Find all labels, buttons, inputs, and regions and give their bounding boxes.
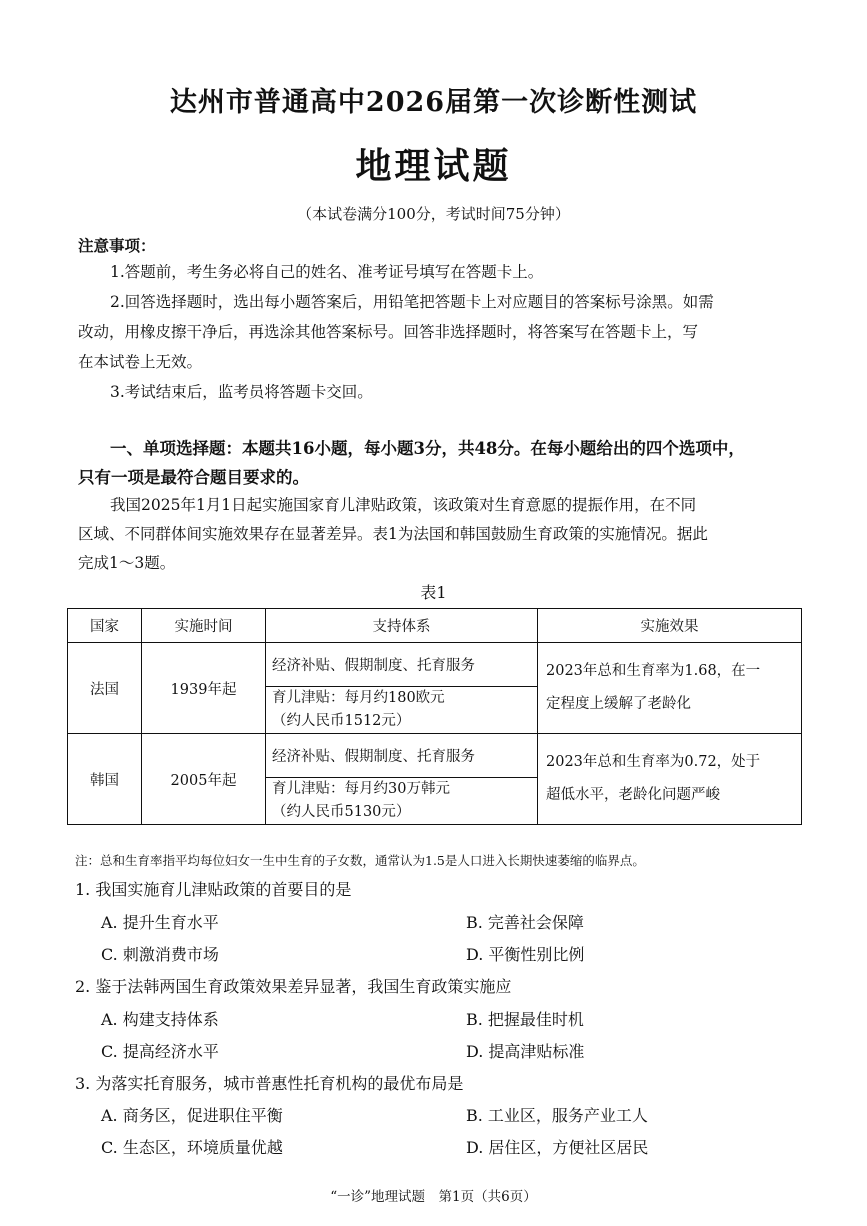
option-c[interactable]: C. 提高经济水平: [101, 1042, 219, 1061]
allowance-line: （约人民币1512元）: [272, 713, 411, 729]
option-a[interactable]: A. 商务区，促进职住平衡: [101, 1106, 283, 1125]
table-header: 支持体系: [266, 609, 538, 643]
allowance-line: 育儿津贴：每月约30万韩元: [272, 781, 450, 797]
table-row: [68, 734, 802, 778]
notice-item: 在本试卷上无效。: [78, 353, 203, 371]
question-stem: 3. 为落实托育服务，城市普惠性托育机构的最优布局是: [75, 1074, 464, 1093]
effect-line: 2023年总和生育率为1.68，在一: [546, 663, 761, 679]
allowance-line: 育儿津贴：每月约180欧元: [272, 690, 445, 706]
option-b[interactable]: B. 把握最佳时机: [466, 1010, 584, 1029]
passage-line: 区域、不同群体间实施效果存在显著差异。表1为法国和韩国鼓励生育政策的实施情况。据此: [78, 525, 708, 543]
passage-line: 我国2025年1月1日起实施国家育儿津贴政策，该政策对生育意愿的提振作用，在不同: [110, 496, 697, 514]
table-header: 实施时间: [142, 609, 266, 643]
notice-item: 改动，用橡皮擦干净后，再选涂其他答案标号。回答非选择题时，将答案写在答题卡上，写: [78, 323, 699, 341]
question-stem: 1. 我国实施育儿津贴政策的首要目的是: [75, 880, 352, 899]
passage-line: 完成1～3题。: [78, 554, 176, 572]
allowance-line: （约人民币5130元）: [272, 804, 411, 820]
page-footer: “一诊”地理试题 第1页（共6页）: [330, 1189, 537, 1205]
section-heading: 只有一项是最符合题目要求的。: [78, 468, 309, 487]
exam-info: （本试卷满分100分，考试时间75分钟）: [297, 205, 570, 223]
option-c[interactable]: C. 生态区，环境质量优越: [101, 1138, 283, 1157]
effect-cell: [538, 643, 802, 734]
table-header: 实施效果: [538, 609, 802, 643]
notice-item: 3.考试结束后，监考员将答题卡交回。: [110, 383, 373, 401]
effect-line: 2023年总和生育率为0.72，处于: [546, 754, 761, 770]
option-d[interactable]: D. 提高津贴标准: [466, 1042, 585, 1061]
support-cell: 经济补贴、假期制度、托育服务: [266, 643, 538, 687]
country-cell: 法国: [68, 643, 142, 734]
option-d[interactable]: D. 平衡性别比例: [466, 945, 585, 964]
time-cell: 1939年起: [142, 643, 266, 734]
subject-title: 地理试题: [355, 145, 512, 187]
option-a[interactable]: A. 提升生育水平: [101, 913, 219, 932]
table-caption: 表1: [420, 583, 447, 602]
question-stem: 2. 鉴于法韩两国生育政策效果差异显著，我国生育政策实施应: [75, 977, 512, 996]
notice-heading: 注意事项：: [78, 236, 156, 255]
table-row: [68, 643, 802, 687]
effect-line: 超低水平，老龄化问题严峻: [546, 787, 720, 803]
support-cell: 经济补贴、假期制度、托育服务: [266, 734, 538, 778]
table-header: 国家: [68, 609, 142, 643]
option-b[interactable]: B. 工业区，服务产业工人: [466, 1106, 648, 1125]
country-cell: 韩国: [68, 734, 142, 825]
option-a[interactable]: A. 构建支持体系: [101, 1010, 219, 1029]
exam-title: 达州市普通高中2026届第一次诊断性测试: [169, 87, 698, 118]
option-c[interactable]: C. 刺激消费市场: [101, 945, 219, 964]
section-heading: 一、单项选择题：本题共16小题，每小题3分，共48分。在每小题给出的四个选项中，: [110, 439, 745, 458]
effect-cell: [538, 734, 802, 825]
time-cell: 2005年起: [142, 734, 266, 825]
effect-line: 定程度上缓解了老龄化: [546, 696, 691, 712]
allowance-cell: [266, 687, 538, 734]
option-b[interactable]: B. 完善社会保障: [466, 913, 584, 932]
option-d[interactable]: D. 居住区，方便社区居民: [466, 1138, 649, 1157]
notice-item: 2.回答选择题时，选出每小题答案后，用铅笔把答题卡上对应题目的答案标号涂黑。如需: [110, 293, 714, 311]
notice-item: 1.答题前，考生务必将自己的姓名、准考证号填写在答题卡上。: [110, 263, 544, 281]
allowance-cell: [266, 778, 538, 825]
table-header-row: [68, 609, 802, 643]
table-note: 注：总和生育率指平均每位妇女一生中生育的子女数，通常认为1.5是人口进入长期快速萎缩的临界点。: [75, 853, 645, 868]
policy-table: [67, 608, 802, 825]
